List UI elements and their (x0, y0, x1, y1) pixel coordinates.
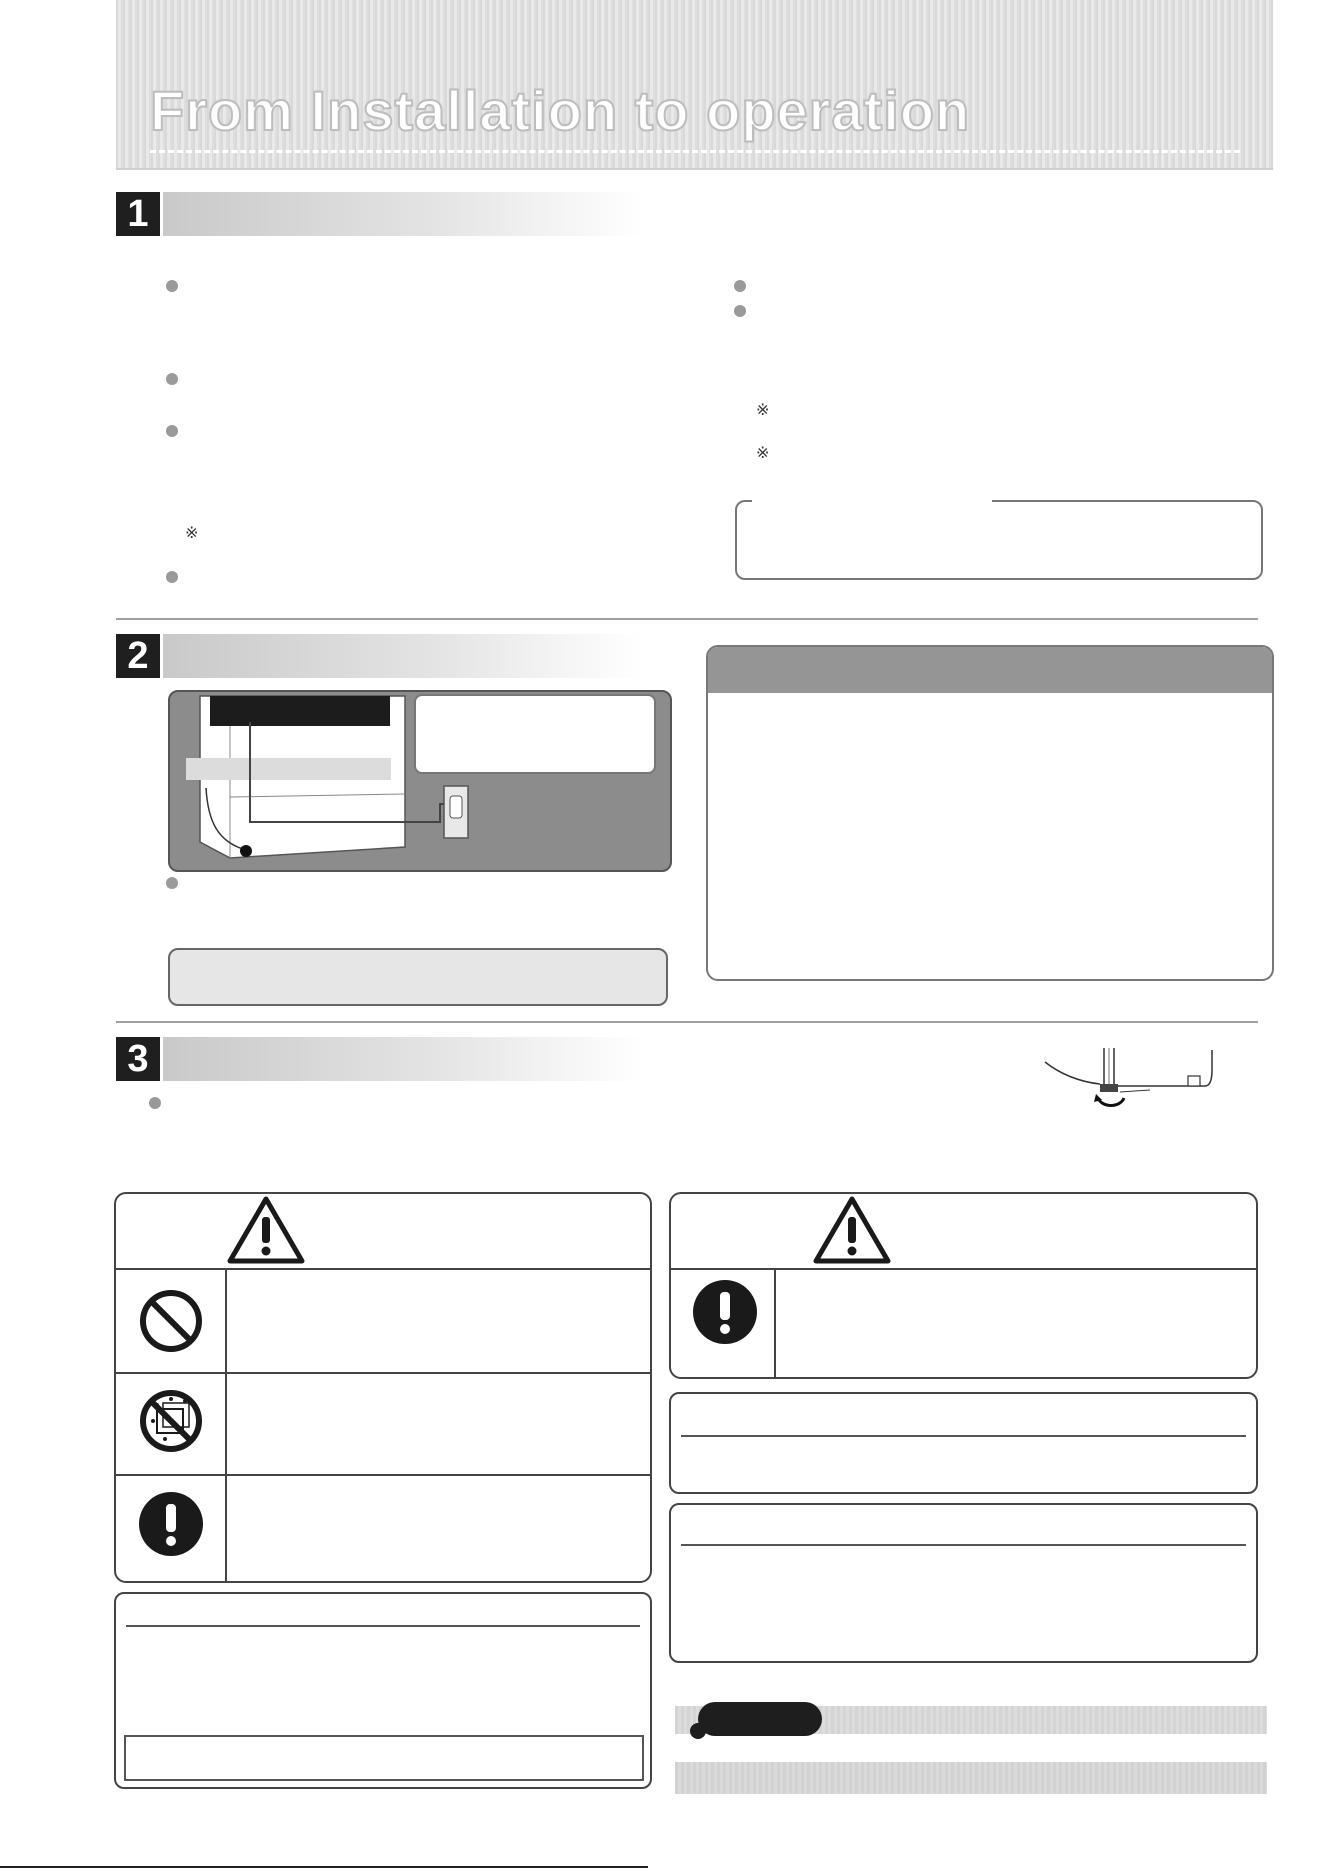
table-divider (116, 1474, 650, 1476)
memo-band-lower (675, 1762, 1267, 1794)
left-note-inner-box (124, 1735, 644, 1781)
table-divider (116, 1372, 650, 1374)
step-1-bullet (734, 305, 746, 317)
mandatory-action-icon (691, 1278, 759, 1346)
table-divider (774, 1270, 776, 1377)
memo-label-pill (698, 1702, 822, 1736)
step-1-heading-bar (163, 192, 643, 236)
section-divider (116, 618, 1258, 620)
step-3-number: 3 (116, 1037, 160, 1081)
right-note-box-1 (669, 1392, 1258, 1494)
do-not-wet-icon (137, 1387, 205, 1455)
note-mark: ※ (756, 402, 770, 419)
step-2-info-panel (706, 645, 1274, 981)
note-box-rule (681, 1435, 1246, 1437)
step-2-number: 2 (116, 634, 160, 678)
step-1-bullet (166, 425, 178, 437)
note-box-rule (681, 1544, 1246, 1546)
footer-rule (0, 1866, 648, 1868)
note-box-rule (126, 1625, 640, 1627)
step-2-bullet (166, 877, 178, 889)
step-3-heading-bar (163, 1037, 643, 1081)
title-underline (150, 150, 1240, 153)
warning-triangle-icon (226, 1195, 306, 1265)
note-mark: ※ (756, 445, 770, 462)
memo-bullet (690, 1723, 706, 1739)
table-divider (671, 1268, 1256, 1270)
step-1-note-box (735, 500, 1263, 580)
table-divider (225, 1270, 227, 1581)
step-2-heading-bar (163, 634, 643, 678)
info-panel-header (708, 647, 1272, 693)
note-mark: ※ (185, 525, 199, 542)
step-1-bullet (734, 280, 746, 292)
step-1-bullet (166, 373, 178, 385)
page-title: From Installation to operation (150, 79, 971, 142)
step-1-number: 1 (116, 192, 160, 236)
warning-triangle-icon (812, 1195, 892, 1265)
section-divider (116, 1021, 1258, 1023)
step-1-bullet (166, 280, 178, 292)
right-note-box-2 (669, 1503, 1258, 1663)
leveling-foot-illustration (1040, 1042, 1220, 1112)
mandatory-action-icon (137, 1490, 205, 1558)
step-1-bullet (166, 571, 178, 583)
step-3-bullet (149, 1097, 161, 1109)
diagram-callout-box (414, 694, 656, 774)
note-box-label-gap (752, 496, 992, 504)
prohibition-icon (137, 1287, 205, 1355)
step-2-note-box (168, 948, 668, 1006)
table-divider (116, 1268, 650, 1270)
